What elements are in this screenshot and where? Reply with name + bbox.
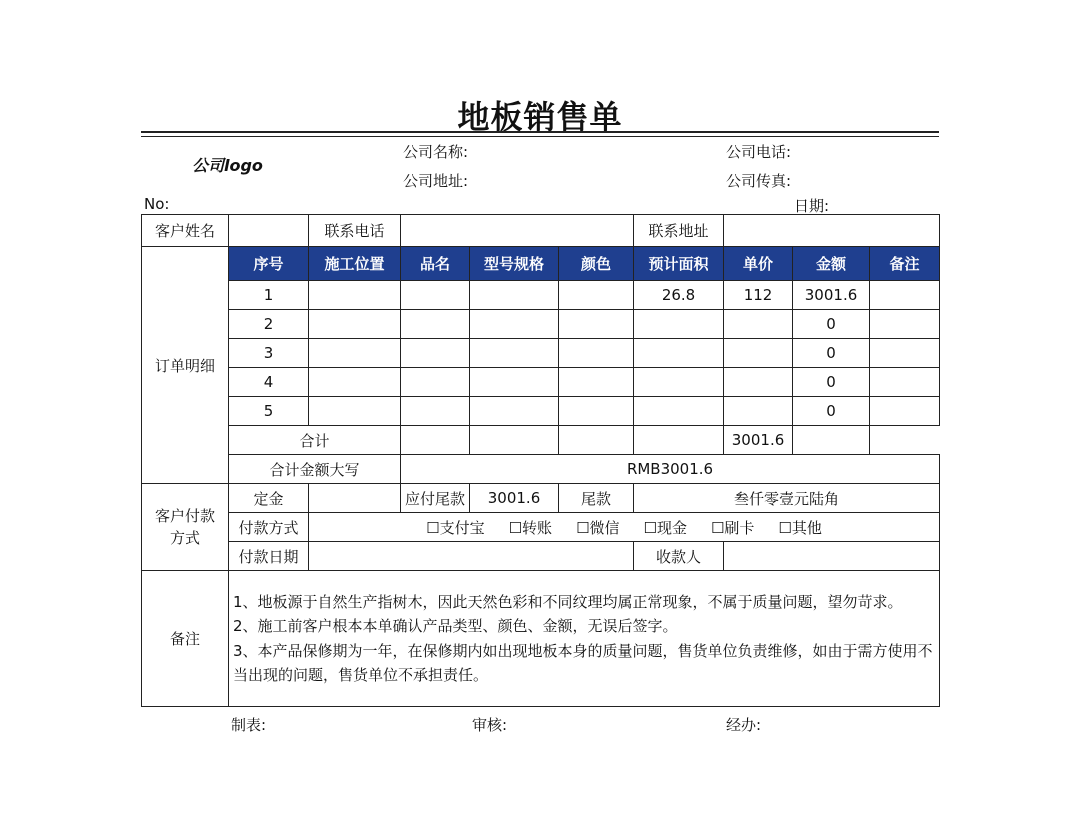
deposit-field[interactable]	[309, 484, 401, 513]
handled-by-label: 经办:	[726, 716, 762, 734]
company-logo: 公司logo	[192, 156, 263, 175]
date-label: 日期:	[794, 197, 830, 215]
no-label: No:	[144, 195, 170, 213]
customer-row	[142, 215, 940, 247]
company-name-label: 公司名称:	[403, 143, 469, 161]
row-location[interactable]	[309, 339, 401, 368]
row-price[interactable]	[724, 339, 793, 368]
table-row	[142, 339, 940, 368]
payee-field[interactable]	[724, 542, 940, 571]
payment-method-label: 付款方式	[229, 513, 309, 542]
customer-address-field[interactable]	[724, 215, 940, 247]
row-product[interactable]	[401, 310, 470, 339]
total-words-row	[142, 455, 940, 484]
method-wechat-checkbox[interactable]: ☐微信	[576, 518, 620, 537]
row-amount: 0	[793, 368, 870, 397]
row-color[interactable]	[559, 397, 634, 426]
title-rule-thin	[141, 136, 939, 137]
total-words-value: RMB3001.6	[401, 455, 940, 484]
col-header-product: 品名	[401, 247, 470, 281]
table-row	[142, 281, 940, 310]
remarks-row	[142, 571, 940, 707]
order-section-label: 订单明细	[142, 247, 229, 484]
row-color[interactable]	[559, 281, 634, 310]
payment-date-field[interactable]	[309, 542, 634, 571]
row-area[interactable]	[634, 368, 724, 397]
remark-line-3: 3、本产品保修期为一年，在保修期内如出现地板本身的质量问题，售货单位负责维修，如由于需方使用不当出现的问题，售货单位不承担责任。	[233, 641, 933, 684]
total-empty	[470, 426, 559, 455]
row-note[interactable]	[870, 310, 940, 339]
remarks-label: 备注	[142, 571, 229, 707]
remark-line-1: 1、地板源于自然生产指树木，因此天然色彩和不同纹理均属正常现象，不属于质量问题，望勿苛求。	[233, 592, 903, 611]
total-words-label: 合计金额大写	[229, 455, 401, 484]
row-location[interactable]	[309, 310, 401, 339]
total-empty	[793, 426, 870, 455]
row-color[interactable]	[559, 310, 634, 339]
row-spec[interactable]	[470, 281, 559, 310]
method-alipay-checkbox[interactable]: ☐支付宝	[426, 518, 485, 537]
company-fax-label: 公司传真:	[726, 172, 792, 190]
col-header-amount: 金额	[793, 247, 870, 281]
balance-words: 叁仟零壹元陆角	[634, 484, 940, 513]
payment-method-options	[309, 513, 940, 542]
payment-date-row	[142, 542, 940, 571]
order-header-row	[142, 247, 940, 281]
balance-due-value: 3001.6	[470, 484, 559, 513]
col-header-seq: 序号	[229, 247, 309, 281]
row-product[interactable]	[401, 281, 470, 310]
payment-date-label: 付款日期	[229, 542, 309, 571]
col-header-area: 预计面积	[634, 247, 724, 281]
row-price[interactable]	[724, 310, 793, 339]
row-note[interactable]	[870, 339, 940, 368]
row-spec[interactable]	[470, 339, 559, 368]
row-location[interactable]	[309, 397, 401, 426]
row-product[interactable]	[401, 368, 470, 397]
remark-line-2: 2、施工前客户根本本单确认产品类型、颜色、金额，无误后签字。	[233, 617, 678, 635]
row-price[interactable]	[724, 397, 793, 426]
row-seq: 2	[229, 310, 309, 339]
row-note[interactable]	[870, 397, 940, 426]
table-row	[142, 310, 940, 339]
customer-address-label: 联系地址	[634, 215, 724, 247]
company-phone-label: 公司电话:	[726, 143, 792, 161]
row-spec[interactable]	[470, 368, 559, 397]
payment-section-label-line2: 方式	[169, 529, 200, 547]
deposit-label: 定金	[229, 484, 309, 513]
row-product[interactable]	[401, 397, 470, 426]
row-spec[interactable]	[470, 397, 559, 426]
row-product[interactable]	[401, 339, 470, 368]
row-area[interactable]	[634, 397, 724, 426]
row-note[interactable]	[870, 281, 940, 310]
row-seq: 4	[229, 368, 309, 397]
row-amount: 0	[793, 339, 870, 368]
page-title: 地板销售单	[457, 98, 623, 136]
balance-label: 尾款	[559, 484, 634, 513]
col-header-color: 颜色	[559, 247, 634, 281]
row-color[interactable]	[559, 339, 634, 368]
col-header-spec: 型号规格	[470, 247, 559, 281]
remarks-text	[229, 571, 940, 707]
reviewed-by-label: 审核:	[472, 716, 508, 734]
sales-order-form	[141, 214, 940, 707]
row-note[interactable]	[870, 368, 940, 397]
row-color[interactable]	[559, 368, 634, 397]
balance-due-label: 应付尾款	[401, 484, 470, 513]
total-label: 合计	[229, 426, 401, 455]
total-empty	[401, 426, 470, 455]
total-empty	[634, 426, 724, 455]
row-price[interactable]: 112	[724, 281, 793, 310]
row-amount: 0	[793, 310, 870, 339]
payment-section-label-line1: 客户付款	[154, 507, 215, 525]
payee-label: 收款人	[634, 542, 724, 571]
row-spec[interactable]	[470, 310, 559, 339]
customer-name-field[interactable]	[229, 215, 309, 247]
total-amount: 3001.6	[724, 426, 793, 455]
method-cash-checkbox[interactable]: ☐现金	[643, 518, 687, 537]
method-card-checkbox[interactable]: ☐刷卡	[710, 518, 755, 537]
col-header-location: 施工位置	[309, 247, 401, 281]
row-area[interactable]	[634, 339, 724, 368]
total-empty	[559, 426, 634, 455]
method-transfer-checkbox[interactable]: ☐转账	[508, 518, 553, 537]
customer-name-label: 客户姓名	[142, 215, 229, 247]
total-row	[142, 426, 940, 455]
row-amount: 3001.6	[793, 281, 870, 310]
title-rule-thick	[141, 131, 939, 133]
col-header-price: 单价	[724, 247, 793, 281]
row-price[interactable]	[724, 368, 793, 397]
payment-section-label	[142, 484, 229, 571]
table-row	[142, 397, 940, 426]
method-other-checkbox[interactable]: ☐其他	[778, 518, 822, 537]
payment-amount-row	[142, 484, 940, 513]
row-seq: 3	[229, 339, 309, 368]
payment-method-row	[142, 513, 940, 542]
customer-phone-label: 联系电话	[309, 215, 401, 247]
col-header-note: 备注	[870, 247, 940, 281]
row-seq: 1	[229, 281, 309, 310]
prepared-by-label: 制表:	[231, 716, 267, 734]
row-location[interactable]	[309, 368, 401, 397]
row-area[interactable]	[634, 310, 724, 339]
company-address-label: 公司地址:	[403, 172, 469, 190]
customer-phone-field[interactable]	[401, 215, 634, 247]
row-amount: 0	[793, 397, 870, 426]
row-seq: 5	[229, 397, 309, 426]
row-area[interactable]: 26.8	[634, 281, 724, 310]
table-row	[142, 368, 940, 397]
row-location[interactable]	[309, 281, 401, 310]
